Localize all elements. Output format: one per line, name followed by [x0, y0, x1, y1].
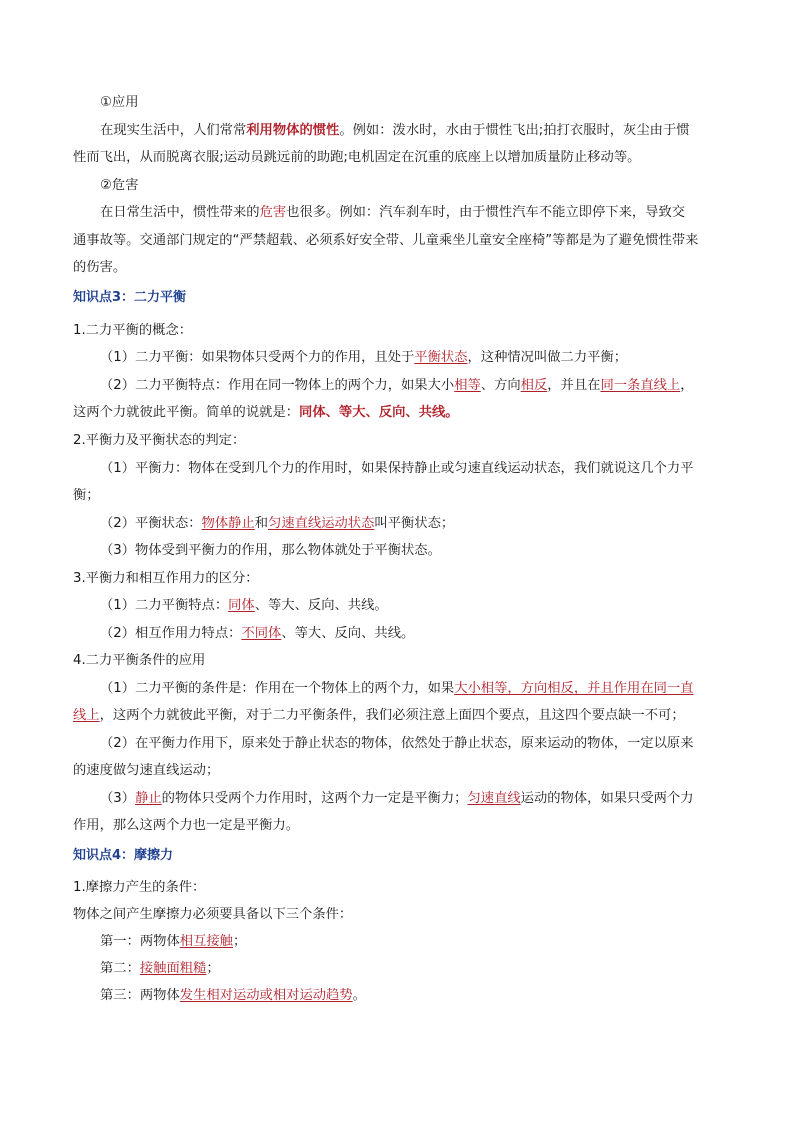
harm-paragraph-line: 通事故等。交通部门规定的“严禁超载、必须系好安全带、儿童乘坐儿童安全座椅”等都是为了避免惯性带来 — [73, 233, 699, 248]
subsection-title: 4.二力平衡条件的应用 — [73, 653, 206, 668]
list-item: （2）相互作用力特点：不同体、等大、反向、共线。 — [100, 626, 415, 641]
section-heading-kp3: 知识点3：二力平衡 — [73, 290, 187, 305]
subsection-title: 3.平衡力和相互作用力的区分： — [73, 571, 259, 586]
list-item-continuation: 作用，那么这两个力也一定是平衡力。 — [73, 818, 300, 833]
harm-paragraph-line: 在日常生活中，惯性带来的危害也很多。例如：汽车刹车时，由于惯性汽车不能立即停下来，导致交 — [100, 205, 686, 220]
subsection-title: 2.平衡力及平衡状态的判定： — [73, 433, 246, 448]
section-heading-kp4: 知识点4：摩擦力 — [73, 848, 174, 863]
list-item-continuation: 衡； — [73, 488, 100, 503]
list-item-continuation: 线上，这两个力就彼此平衡，对于二力平衡条件，我们必须注意上面四个要点，且这四个要点缺一不可； — [73, 708, 685, 723]
list-item: （3）静止的物体只受两个力作用时，这两个力一定是平衡力；匀速直线运动的物体，如果只受两个力 — [100, 791, 694, 806]
list-item: （2）二力平衡特点：作用在同一物体上的两个力，如果大小相等、方向相反，并且在同一条直线上， — [100, 378, 694, 393]
application-title: ①应用 — [100, 95, 139, 110]
list-item: 第一：两物体相互接触； — [100, 934, 247, 949]
highlight-text: 危害 — [259, 205, 287, 220]
harm-title: ②危害 — [100, 178, 139, 193]
list-item: （1）二力平衡：如果物体只受两个力的作用，且处于平衡状态，这种情况叫做二力平衡； — [100, 350, 628, 365]
list-item: （1）平衡力：物体在受到几个力的作用时，如果保持静止或匀速直线运动状态，我们就说这几个力平 — [100, 461, 694, 476]
harm-paragraph-line: 的伤害。 — [73, 260, 127, 275]
application-paragraph-line: 在现实生活中，人们常常利用物体的惯性。例如：泼水时，水由于惯性飞出;拍打衣服时，灰尘由于惯 — [100, 123, 690, 138]
list-item: （3）物体受到平衡力的作用，那么物体就处于平衡状态。 — [100, 543, 441, 558]
subsection-title: 1.摩擦力产生的条件： — [73, 880, 206, 895]
list-item: 第三：两物体发生相对运动或相对运动趋势。 — [100, 988, 366, 1003]
list-item: （1）二力平衡特点：同体、等大、反向、共线。 — [100, 598, 388, 613]
paragraph-line: 物体之间产生摩擦力必须要具备以下三个条件： — [73, 907, 353, 922]
list-item-continuation: 的速度做匀速直线运动； — [73, 763, 220, 778]
application-paragraph-line: 性而飞出，从而脱离衣服;运动员跳远前的助跑;电机固定在沉重的底座上以增加质量防止移动等。 — [73, 150, 641, 165]
highlight-text: 利用物体的惯性 — [246, 123, 340, 138]
subsection-title: 1.二力平衡的概念： — [73, 323, 193, 338]
list-item: （2）平衡状态：物体静止和匀速直线运动状态叫平衡状态； — [100, 516, 455, 531]
list-item-continuation: 这两个力就彼此平衡。简单的说就是：同体、等大、反向、共线。 — [73, 405, 459, 420]
list-item: （1）二力平衡的条件是：作用在一个物体上的两个力，如果大小相等，方向相反，并且作用在同一直 — [100, 681, 694, 696]
list-item: 第二：接触面粗糙； — [100, 961, 220, 976]
list-item: （2）在平衡力作用下，原来处于静止状态的物体，依然处于静止状态，原来运动的物体，一定以原来 — [100, 736, 694, 751]
